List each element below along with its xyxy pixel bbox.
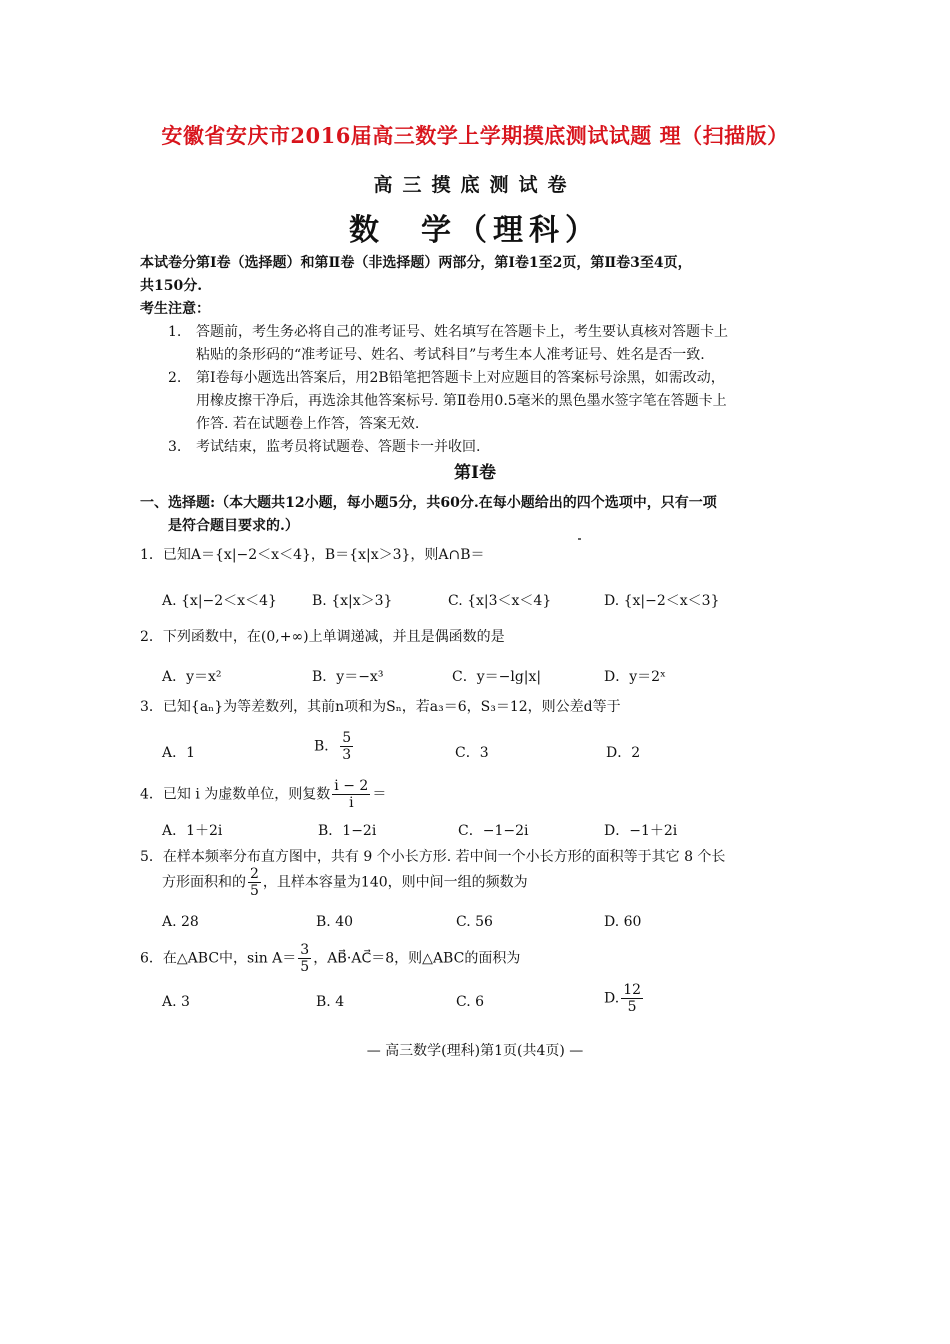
q6-option-d-fraction xyxy=(621,982,643,1015)
intro-line-1: 本试卷分第Ⅰ卷（选择题）和第Ⅱ卷（非选择题）两部分，第Ⅰ卷1至2页，第Ⅱ卷3至4页， xyxy=(140,255,692,271)
q1-stem: 1．已知A＝{x|−2＜x＜4}，B＝{x|x＞3}，则A∩B＝ xyxy=(140,547,485,563)
q2-stem: 2．下列函数中，在(0,+∞)上单调递减，并且是偶函数的是 xyxy=(140,629,505,645)
q3-option-b xyxy=(314,730,355,763)
q4-option-a: A．1＋2i xyxy=(162,823,223,839)
note-2-line-3: 作答. 若在试题卷上作答，答案无效. xyxy=(196,416,420,432)
part-heading-line-2: 是符合题目要求的.） xyxy=(168,518,299,534)
q2-option-a: A．y＝x² xyxy=(162,669,222,685)
q6-option-d xyxy=(604,982,645,1015)
intro-line-2: 共150分. xyxy=(140,278,203,294)
subject-title: 数 学（理科） xyxy=(349,213,601,248)
q6-option-a: A. 3 xyxy=(162,994,190,1010)
fraction-numerator: i − 2 xyxy=(334,778,369,794)
q1-option-b: B. {x|x＞3} xyxy=(312,593,393,609)
q4-stem-fraction xyxy=(332,778,370,811)
q2-option-d: D．y＝2ˣ xyxy=(604,669,666,685)
exam-subtitle: 高三摸底测试卷 xyxy=(373,174,577,196)
note-2-line-2: 用橡皮擦干净后，再选涂其他答案标号. 第Ⅱ卷用0.5毫米的黑色墨水签字笔在答题卡上 xyxy=(196,393,727,409)
q4-option-d: D．−1＋2i xyxy=(604,823,678,839)
q5-option-c: C. 56 xyxy=(456,914,493,930)
q6-option-b: B. 4 xyxy=(316,994,345,1010)
fraction-denominator: 3 xyxy=(342,747,352,763)
q4-option-c: C．−1−2i xyxy=(458,823,529,839)
fraction-numerator: 3 xyxy=(300,942,310,958)
note-2-line-1: 第Ⅰ卷每小题选出答案后，用2B铅笔把答题卡上对应题目的答案标号涂黑，如需改动， xyxy=(196,370,725,386)
section-title: 第Ⅰ卷 xyxy=(454,463,496,483)
q5-option-d: D. 60 xyxy=(604,914,642,930)
fraction-numerator: 2 xyxy=(250,866,259,882)
fraction-numerator: 12 xyxy=(623,982,642,998)
q6-stem-text: 6．在△ABC中，sin A＝ xyxy=(140,950,297,967)
q6-option-c: C. 6 xyxy=(456,994,485,1010)
q4-stem xyxy=(140,778,386,811)
q1-option-a: A. {x|−2＜x＜4} xyxy=(162,593,277,609)
note-2-num: 2. xyxy=(168,370,182,386)
note-1-line-2: 粘贴的条形码的“准考证号、姓名、考试科目”与考生本人准考证号、姓名是否一致. xyxy=(196,347,705,363)
fraction-denominator: 5 xyxy=(250,883,259,899)
q5-stem-fraction xyxy=(248,866,261,899)
q5-option-a: A. 28 xyxy=(162,914,199,930)
q6-option-d-label: D. xyxy=(604,990,620,1007)
page-footer: — 高三数学(理科)第1页(共4页) — xyxy=(366,1043,584,1059)
scan-speck xyxy=(578,538,581,540)
q3-option-b-label: B． xyxy=(314,738,339,755)
part-heading-line-1: 一、选择题:（本大题共12小题，每小题5分，共60分.在每小题给出的四个选项中，只有一项 xyxy=(140,495,717,511)
q2-option-b: B．y＝−x³ xyxy=(312,669,384,685)
q4-option-b: B．1−2i xyxy=(318,823,377,839)
q1-option-d: D. {x|−2＜x＜3} xyxy=(604,593,720,609)
q6-stem xyxy=(140,942,520,975)
q6-stem-fraction xyxy=(298,942,311,975)
q4-stem-text: 4．已知 i 为虚数单位，则复数 xyxy=(140,786,331,803)
q3-option-c: C．3 xyxy=(455,745,489,761)
q4-stem-equals: ＝ xyxy=(372,786,387,803)
fraction-denominator: 5 xyxy=(300,959,310,975)
q6-stem-text-rest: ，AB⃗·AC⃗＝8，则△ABC的面积为 xyxy=(313,950,521,967)
fraction-numerator: 5 xyxy=(342,730,352,746)
q3-option-b-fraction xyxy=(340,730,353,763)
note-1-line-1: 答题前，考生务必将自己的准考证号、姓名填写在答题卡上，考生要认真核对答题卡上 xyxy=(196,324,728,340)
note-1-num: 1. xyxy=(168,324,182,340)
fraction-denominator: 5 xyxy=(627,999,637,1015)
note-3-line-1: 考试结束，监考员将试题卷、答题卡一并收回. xyxy=(196,439,481,455)
notice-title: 考生注意： xyxy=(140,301,210,317)
q1-option-c: C. {x|3＜x＜4} xyxy=(448,593,552,609)
q5-option-b: B. 40 xyxy=(316,914,354,930)
q3-stem: 3．已知{aₙ}为等差数列，其前n项和为Sₙ，若a₃＝6，S₃＝12，则公差d等于 xyxy=(140,699,621,715)
q2-option-c: C．y＝−lg|x| xyxy=(452,669,542,685)
note-3-num: 3. xyxy=(168,439,182,455)
document-title: 安徽省安庆市2016届高三数学上学期摸底测试试题 理（扫描版） xyxy=(161,123,789,148)
q5-stem-line-1: 5．在样本频率分布直方图中，共有 9 个小长方形. 若中间一个小长方形的面积等于其它 8 个长 xyxy=(140,849,726,865)
q3-option-d: D．2 xyxy=(606,745,641,761)
q3-option-a: A．1 xyxy=(162,745,196,761)
q5-stem-line-2 xyxy=(162,866,528,899)
q5-stem-text: 方形面积和的 xyxy=(162,874,246,891)
q5-stem-text-rest: ，且样本容量为140，则中间一组的频数为 xyxy=(262,874,528,891)
fraction-denominator: i xyxy=(349,795,354,811)
